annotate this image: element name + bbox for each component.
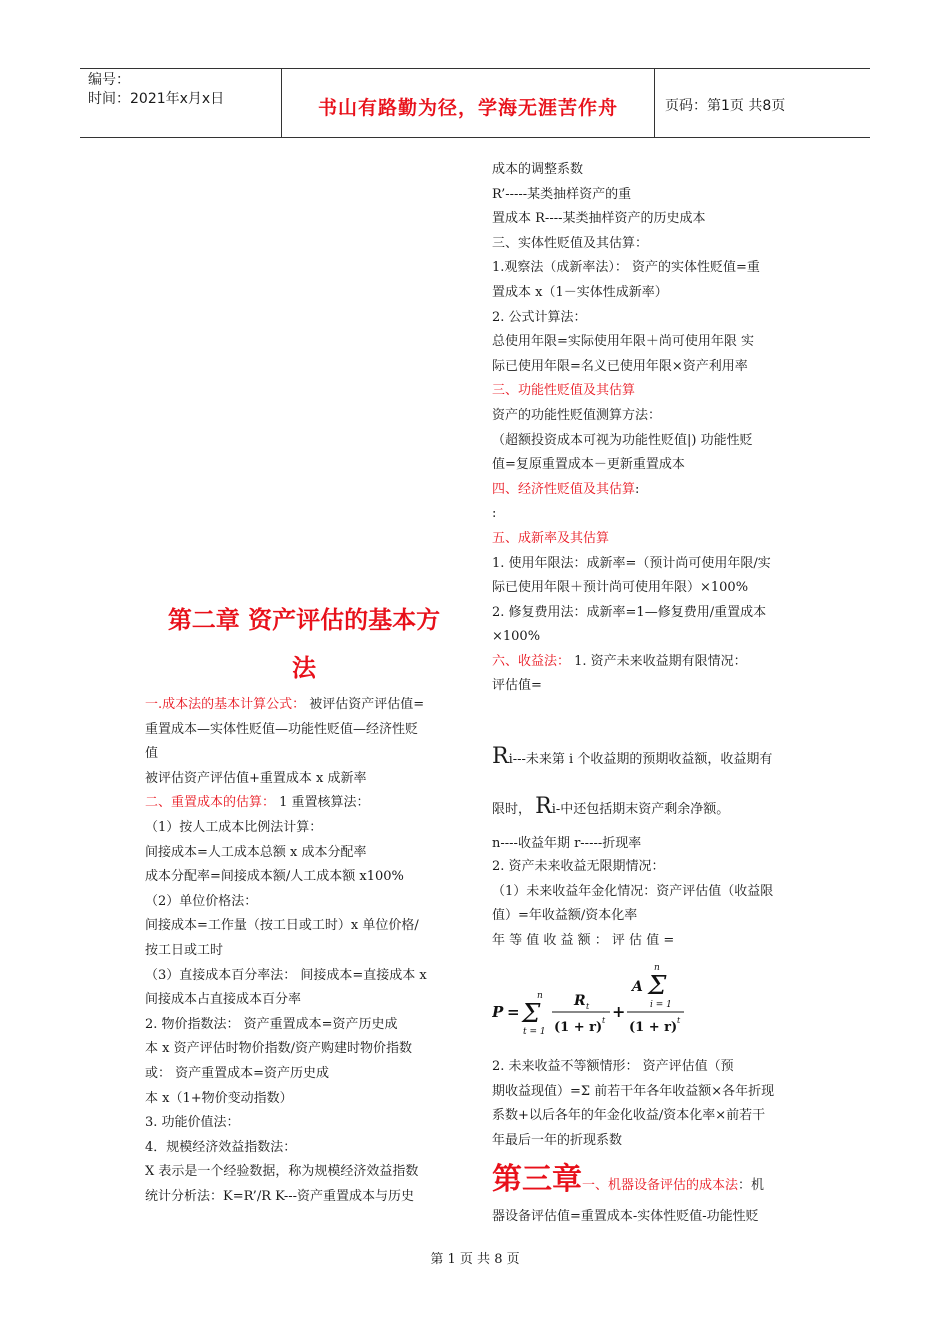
text-line: 2. 未来收益不等额情形： 资产评估值（预	[492, 1059, 734, 1074]
text-line	[492, 527, 812, 552]
text-line: （1）未来收益年金化情况：资产评估值（收益限	[492, 883, 774, 899]
text-line	[145, 1087, 467, 1112]
r-def2-prefix: 限时，	[492, 802, 536, 817]
line-text: 间接成本=人工成本总额 x 成本分配率	[145, 844, 367, 860]
formula-n-top-2: n	[654, 963, 660, 973]
right-column-bottom	[492, 1055, 812, 1153]
text-line	[145, 1037, 467, 1062]
line-text: 2. 修复费用法：成新率=1—修复费用/重置成本	[492, 604, 767, 620]
line-text: 按工日或工时	[145, 942, 224, 958]
line-text: 1.观察法（成新率法）： 资产的实体性贬值=重	[492, 260, 760, 276]
text-line	[492, 281, 812, 306]
section-heading: 二、重置成本的估算：	[145, 795, 276, 811]
chapter2-title-line1: 第二章 资产评估的基本方	[167, 606, 441, 634]
formula-n-top: n	[537, 991, 543, 1001]
line-text: （超额投资成本可视为功能性贬值|) 功能性贬	[492, 432, 753, 448]
text-line	[492, 502, 812, 527]
formula-a: A	[632, 979, 643, 995]
text-line	[492, 306, 812, 331]
line-text: 成本的调整系数	[492, 162, 584, 177]
section-heading: 三、功能性贬值及其估算	[492, 383, 636, 399]
text-line	[492, 576, 812, 601]
page-header	[80, 68, 870, 138]
text-line	[145, 742, 467, 767]
line-text: 被评估资产评估值=	[305, 697, 425, 712]
line-text: 4．规模经济效益指数法：	[145, 1139, 297, 1155]
text-line	[492, 650, 812, 675]
text-line	[492, 379, 812, 404]
formula-den1: (1 + r)	[554, 1020, 603, 1035]
text-line	[492, 256, 812, 281]
line-text: 1 重置核算法：	[275, 795, 370, 811]
text-line	[145, 718, 467, 743]
right-column-mid	[492, 855, 812, 953]
text-line	[492, 601, 812, 626]
chapter2-title	[143, 596, 465, 692]
text-line	[492, 429, 812, 454]
line-text: 资产的功能性贬值测算方法：	[492, 407, 662, 423]
text-line	[492, 404, 812, 429]
formula-den2: (1 + r)	[629, 1020, 678, 1035]
r-symbol-2: R	[535, 794, 552, 819]
line-text: 3. 功能价值法：	[145, 1115, 240, 1131]
formula-den1-exp: t	[602, 1016, 606, 1025]
chapter3-text	[492, 1205, 812, 1230]
line-text: 际已使用年限＋预计尚可使用年限）×100%	[492, 580, 749, 596]
svg-text:=: =	[507, 1003, 520, 1021]
text-line: 2. 资产未来收益无限期情况：	[492, 859, 665, 874]
text-line	[145, 1013, 467, 1038]
text-line	[145, 964, 467, 989]
text-line	[145, 841, 467, 866]
pv-formula	[492, 950, 712, 1040]
text-line	[492, 674, 812, 699]
line-text: :	[635, 481, 640, 497]
line-text: 1. 资产未来收益期有限情况：	[570, 653, 747, 669]
line-text: 统计分析法：K=R’/R K---资产重置成本与历史	[145, 1188, 415, 1204]
text-line	[145, 939, 467, 964]
chapter3-title: 第三章	[492, 1162, 582, 1197]
text-line	[492, 183, 812, 208]
text-line	[145, 1111, 467, 1136]
line-text: 总使用年限=实际使用年限＋尚可使用年限 实	[492, 334, 755, 350]
line-text: 置成本 R----某类抽样资产的历史成本	[492, 211, 706, 227]
n-r-definition	[492, 832, 812, 857]
text-line	[145, 988, 467, 1013]
header-meta-cell	[80, 69, 282, 137]
line-text: 重置成本—实体性贬值—功能性贬值—经济性贬	[145, 721, 419, 737]
text-line	[492, 478, 812, 503]
section-heading: 一.成本法的基本计算公式：	[145, 697, 306, 712]
header-motto-cell	[282, 69, 655, 137]
text-line	[145, 890, 467, 915]
chapter3-line	[492, 1160, 822, 1206]
r-definition-1	[492, 740, 812, 777]
text-line	[145, 1062, 467, 1087]
text-line: 年最后一年的折现系数	[492, 1132, 623, 1148]
formula-i-eq: i = 1	[650, 1000, 672, 1010]
formula-sum: Σ	[522, 999, 541, 1029]
r-definition-text: i---未来第 i 个收益期的预期收益额，收益期有	[508, 752, 773, 767]
text-line	[492, 552, 812, 577]
formula-rt-sub: t	[586, 1002, 590, 1011]
r-def2-text: i-中还包括期末资产剩余净额。	[551, 802, 730, 817]
line-text: X 表示是一个经验数据，称为规模经济效益指数	[145, 1164, 419, 1180]
text-line	[145, 693, 467, 718]
svg-text:+: +	[612, 1002, 626, 1021]
line-text: 置成本 x（1－实体性成新率）	[492, 284, 668, 300]
line-text: 值	[145, 746, 159, 762]
left-column	[145, 693, 467, 1209]
text-line	[492, 625, 812, 650]
chapter3-section: 一、机器设备评估的成本法	[582, 1178, 739, 1193]
text-line: 系数+以后各年的年金化收益/资本化率×前若干	[492, 1108, 766, 1124]
line-text: （3）直接成本百分率法： 间接成本=直接成本 x	[145, 967, 427, 983]
line-text: 或： 资产重置成本=资产历史成	[145, 1065, 330, 1081]
line-text: （2）单位价格法：	[145, 893, 258, 909]
page-info: 页码：第1页 共8页	[665, 98, 786, 114]
text-line	[145, 816, 467, 841]
line-text: 本 x（1+物价变动指数）	[145, 1090, 293, 1106]
section-heading: 六、收益法：	[492, 653, 571, 669]
text-line	[145, 767, 467, 792]
text-line	[492, 453, 812, 478]
text-line	[492, 330, 812, 355]
n-r-line: n----收益年期 r-----折现率	[492, 836, 642, 851]
text-line	[492, 158, 812, 183]
text-line	[145, 914, 467, 939]
number-label: 编号：	[88, 72, 130, 88]
r-symbol: R	[492, 744, 509, 769]
line-text: 值=复原重置成本－更新重置成本	[492, 457, 685, 473]
line-text: 被评估资产评估值+重置成本 x 成新率	[145, 770, 367, 786]
line-text: 间接成本=工作量（按工日或工时）x 单位价格/	[145, 918, 419, 934]
right-column-top	[492, 158, 812, 699]
text-line	[145, 865, 467, 890]
formula-den2-exp: t	[677, 1016, 681, 1025]
time-label: 时间：2021年x月x日	[88, 91, 225, 107]
chapter2-title-line2: 法	[292, 654, 316, 682]
header-page-cell	[655, 69, 870, 137]
formula-t-eq: t = 1	[523, 1027, 546, 1037]
text-line	[145, 1185, 467, 1210]
section-heading: 五、成新率及其估算	[492, 530, 610, 546]
page-footer: 第 1 页 共 8 页	[430, 1252, 520, 1267]
line-text: 1. 使用年限法：成新率=（预计尚可使用年限/实	[492, 555, 771, 571]
line-text: ×100%	[492, 629, 541, 645]
line-text: 2. 公式计算法：	[492, 309, 587, 325]
text-line	[145, 1160, 467, 1185]
line-text: R’-----某类抽样资产的重	[492, 186, 632, 202]
text-line: 期收益现值）=Σ 前若干年各年收益额×各年折现	[492, 1083, 775, 1099]
section-heading: 四、经济性贬值及其估算	[492, 481, 636, 497]
chapter3-rest: ：机	[738, 1178, 765, 1193]
line-text: 际已使用年限=名义已使用年限×资产利用率	[492, 358, 748, 374]
text-line	[145, 791, 467, 816]
formula-rt: R	[574, 993, 586, 1009]
motto: 书山有路勤为径，学海无涯苦作舟	[317, 97, 618, 119]
text-line	[145, 1136, 467, 1161]
formula-p: P	[492, 1003, 504, 1021]
line-text: 成本分配率=间接成本额/人工成本额 x100%	[145, 869, 404, 885]
text-line	[492, 207, 812, 232]
line-text: :	[492, 506, 497, 522]
text-line	[492, 355, 812, 380]
text-line: 年 等 值 收 益 额 ： 评 估 值 =	[492, 932, 675, 948]
line-text: 本 x 资产评估时物价指数/资产购建时物价指数	[145, 1041, 412, 1057]
formula-sum-2: Σ	[648, 971, 667, 1001]
text-line	[492, 232, 812, 257]
line-text: 间接成本占直接成本百分率	[145, 992, 302, 1008]
chapter3-last-line: 器设备评估值=重置成本-实体性贬值-功能性贬	[492, 1209, 759, 1224]
line-text: 评估值=	[492, 678, 542, 694]
r-definition-2	[492, 790, 812, 827]
text-line: 值）=年收益额/资本化率	[492, 908, 638, 924]
line-text: 2. 物价指数法： 资产重置成本=资产历史成	[145, 1016, 398, 1032]
line-text: （1）按人工成本比例法计算：	[145, 819, 323, 835]
line-text: 三、实体性贬值及其估算：	[492, 235, 649, 251]
